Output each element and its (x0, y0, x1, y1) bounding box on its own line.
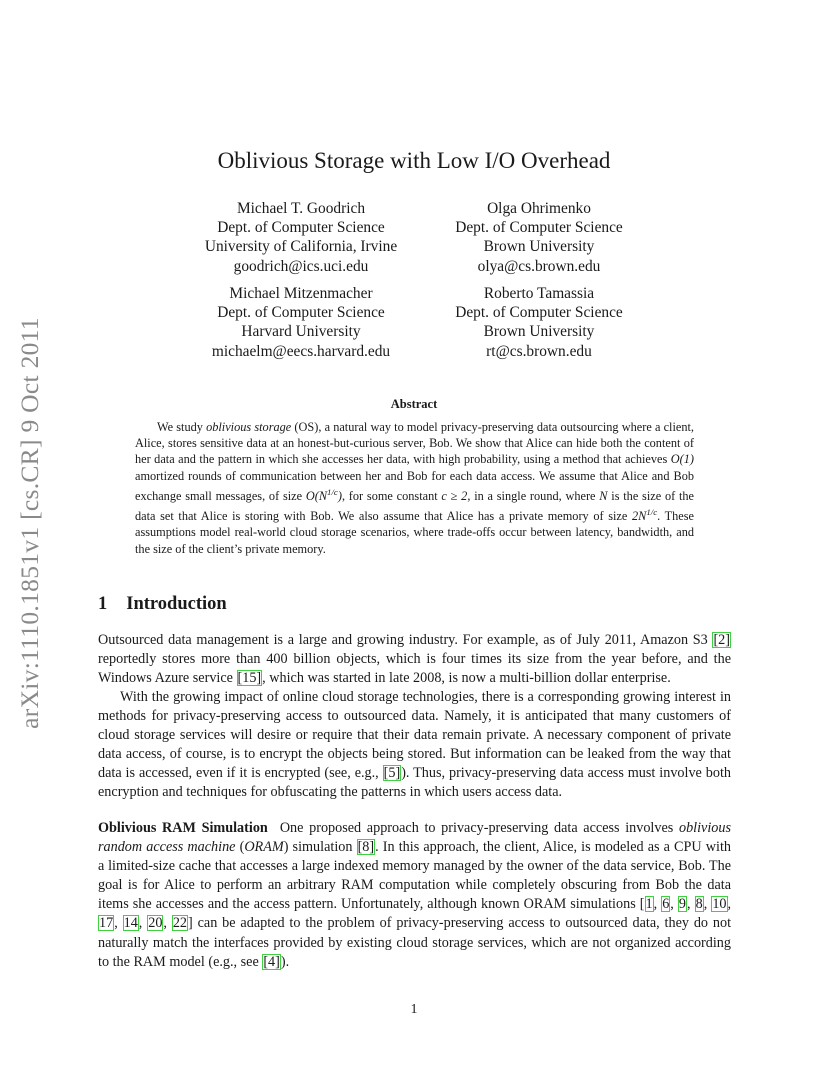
paragraph: Oblivious RAM Simulation One proposed approach to privacy-preserving data access involves oblivious random access machine (ORAM) simulation [8]. In this approach, the client, Alice, is modeled as a CPU with a limited-size cache that accesses a large indexed memory managed by the owner of the data service, Bob. The goal is for Alice to perform an arbitrary RAM computation while completely obscuring from Bob the data items she accesses and the access pattern. Unfortunately, although known ORAM simulations [1, 6, 9, 8, 10, 17, 14, 20, 22] can be adapted to the problem of privacy-preserving access to outsourced data, they do not naturally match the interfaces provided by existing cloud storage services, which are not organized according to the RAM model (e.g., see [4]). (98, 820, 732, 970)
citation-link[interactable]: [15] (237, 670, 262, 687)
arxiv-stamp-text: arXiv:1110.1851v1 [cs.CR] 9 Oct 2011 (15, 317, 44, 729)
author-block (419, 284, 659, 361)
citation-link[interactable]: 22 (172, 915, 188, 932)
author-email: olya@cs.brown.edu (477, 257, 601, 275)
citation-link[interactable]: 6 (662, 896, 670, 913)
paragraph-heading: Oblivious RAM Simulation (98, 820, 268, 836)
citation-link[interactable]: 9 (678, 896, 686, 913)
author-block (181, 284, 421, 361)
author-email: michaelm@eecs.harvard.edu (211, 342, 391, 360)
math: $O(N^{1/c})$ (305, 486, 342, 503)
author-name: Michael T. Goodrich (236, 200, 366, 217)
math: $2N^{1/c}$ (631, 507, 658, 524)
citation-link[interactable]: 1 (645, 896, 653, 913)
citation-link[interactable]: 17 (99, 915, 114, 932)
author-block (419, 199, 659, 276)
math: O(1) (670, 452, 694, 467)
author-institution: Brown University (483, 238, 595, 256)
author-dept: Dept. of Computer Science (217, 219, 385, 237)
author-institution: Harvard University (241, 323, 361, 341)
author-block (181, 199, 421, 276)
author-dept: Dept. of Computer Science (455, 304, 623, 322)
math: N (599, 488, 608, 503)
author-email: rt@cs.brown.edu (486, 342, 592, 360)
citation-link[interactable]: [8] (357, 839, 375, 856)
author-email: goodrich@ics.uci.edu (233, 257, 369, 275)
paper-title: Oblivious Storage with Low I/O Overhead (217, 148, 611, 173)
section-title: Introduction (126, 594, 227, 614)
arxiv-stamp (6, 298, 54, 748)
citation-link[interactable]: 14 (123, 915, 138, 932)
paragraph: Outsourced data management is a large and growing industry. For example, as of July 2011, Amazon S3 [2] reportedly stores more than 400 billion objects, which is four times its size from the year before, and the Windows Azure service [15], which was started in late 2008, is now a multi-billion dollar enterprise. (98, 632, 731, 687)
citation-link[interactable]: [4] (263, 953, 280, 970)
author-dept: Dept. of Computer Science (455, 219, 623, 237)
author-institution: University of California, Irvine (204, 238, 398, 256)
abstract-heading: Abstract (390, 397, 438, 411)
citation-link[interactable]: [5] (383, 765, 401, 782)
author-name: Roberto Tamassia (483, 285, 595, 302)
author-dept: Dept. of Computer Science (217, 304, 385, 322)
abstract-text: We study oblivious storage (OS), a natural way to model privacy-preserving data outsourcing where a client, Alice, stores sensitive data at an honest-but-curious server, Bob. We show that Alice can hide both the content of her data and the pattern in which she accesses her data, with high probability, using a method that achieves O(1) amortized rounds of communication between her and Bob for each data access. We assume that Alice and Bob exchange small messages, of size $O(N^{1/c})$, for some constant c ≥ 2, in a single round, where N is the size of the data set that Alice is storing with Bob. We also assume that Alice has a private memory of size $2N^{1/c}$. These assumptions model real-world cloud storage scenarios, where trade-offs occur between latency, bandwidth, and the size of the client’s private memory. (135, 420, 694, 556)
citation-link[interactable]: [2] (713, 632, 730, 648)
paragraph: With the growing impact of online cloud storage technologies, there is a corresponding growing interest in methods for privacy-preserving access to outsourced data. Namely, it is anticipated that many customers of cloud storage services will desire or require that their data remain private. A necessary component of private data access, of course, is to encrypt the objects being stored. But information can be leaked from the way that data is accessed, even if it is encrypted (see, e.g., [5]). Thus, privacy-preserving data access must involve both encryption and techniques for obfuscating the patterns in which users access data. (98, 689, 731, 801)
author-institution: Brown University (483, 323, 595, 341)
page-number: 1 (410, 1002, 418, 1017)
author-name: Olga Ohrimenko (487, 200, 591, 217)
author-name: Michael Mitzenmacher (229, 285, 373, 302)
citation-link[interactable]: 8 (695, 896, 703, 913)
section-heading (98, 594, 227, 615)
section-number: 1 (98, 594, 108, 614)
citation-link[interactable]: 10 (712, 896, 727, 913)
math: c ≥ 2 (441, 488, 468, 503)
citation-link[interactable]: 20 (148, 915, 163, 932)
